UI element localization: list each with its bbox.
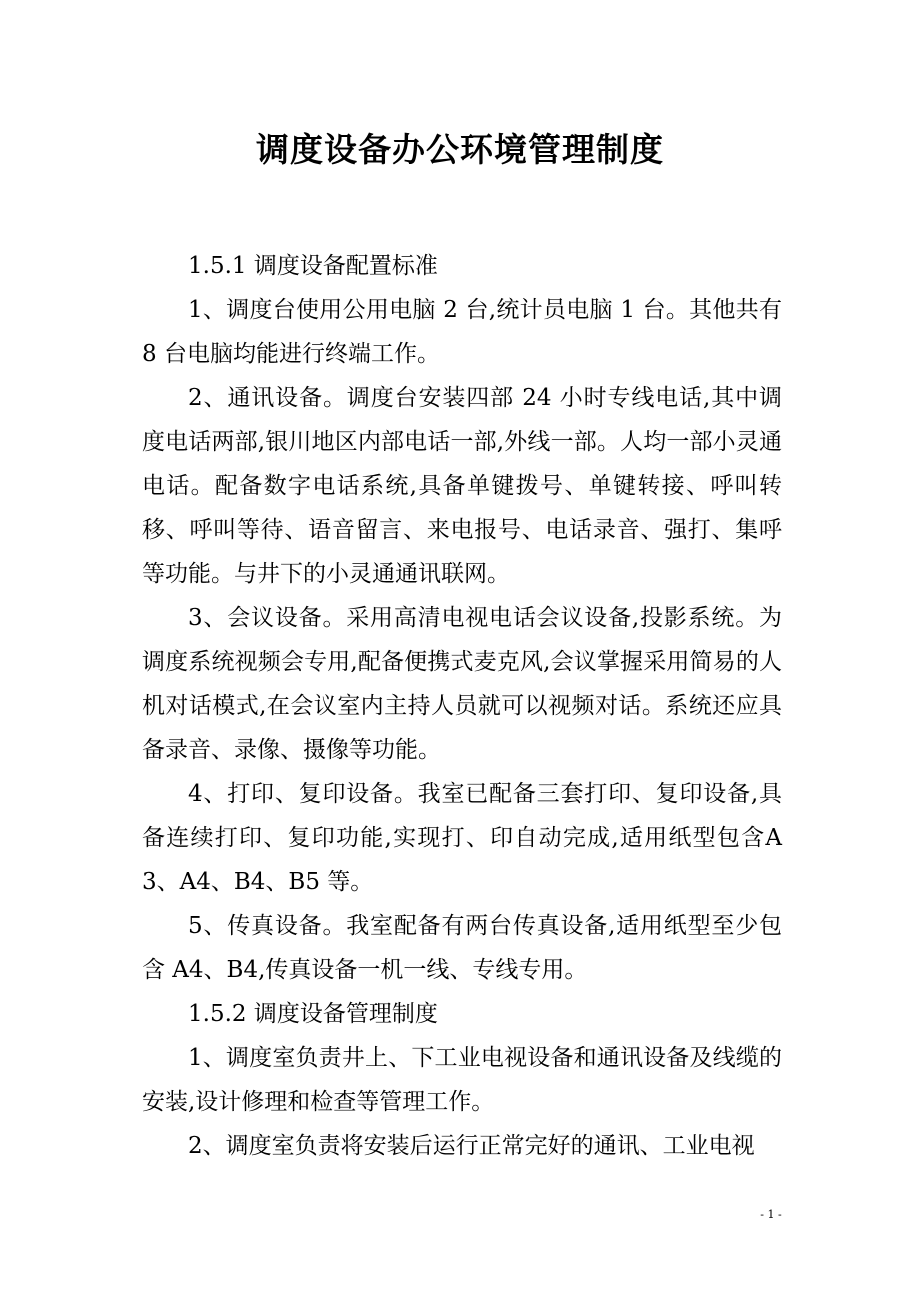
paragraph-fax: 5、传真设备。我室配备有两台传真设备,适用纸型至少包含 A4、B4,传真设备一机一线、专线专用。	[142, 913, 782, 983]
paragraph-printing: 4、打印、复印设备。我室已配备三套打印、复印设备,具备连续打印、复印功能,实现打、印自动完成,适用纸型包含A3、A4、B4、B5 等。	[142, 781, 782, 895]
paragraph-computers: 1、调度台使用公用电脑 2 台,统计员电脑 1 台。其他共有 8 台电脑均能进行终端工作。	[142, 297, 782, 367]
paragraph-management-2: 2、调度室负责将安装后运行正常完好的通讯、工业电视	[188, 1133, 755, 1159]
paragraph-meeting: 3、会议设备。采用高清电视电话会议设备,投影系统。为调度系统视频会专用,配备便携式麦克风,会议掌握采用简易的人机对话模式,在会议室内主持人员就可以视频对话。系统还应具备录音、录像、摄像等功能。	[142, 605, 782, 763]
paragraph-management-1: 1、调度室负责井上、下工业电视设备和通讯设备及线缆的安装,设计修理和检查等管理工作。	[142, 1045, 782, 1115]
paragraph-communication: 2、通讯设备。调度台安装四部 24 小时专线电话,其中调度电话两部,银川地区内部电话一部,外线一部。人均一部小灵通电话。配备数字电话系统,具备单键拨号、单键转接、呼叫转移、呼叫等待、语音留言、来电报号、电话录音、强打、集呼等功能。与井下的小灵通通讯联网。	[142, 385, 782, 587]
document-title: 调度设备办公环境管理制度	[256, 130, 664, 169]
section-heading-1-5-1: 1.5.1 调度设备配置标准	[188, 253, 438, 279]
section-heading-1-5-2: 1.5.2 调度设备管理制度	[188, 1001, 438, 1027]
document-body	[142, 244, 782, 1168]
page-number: - 1 -	[760, 1208, 782, 1221]
